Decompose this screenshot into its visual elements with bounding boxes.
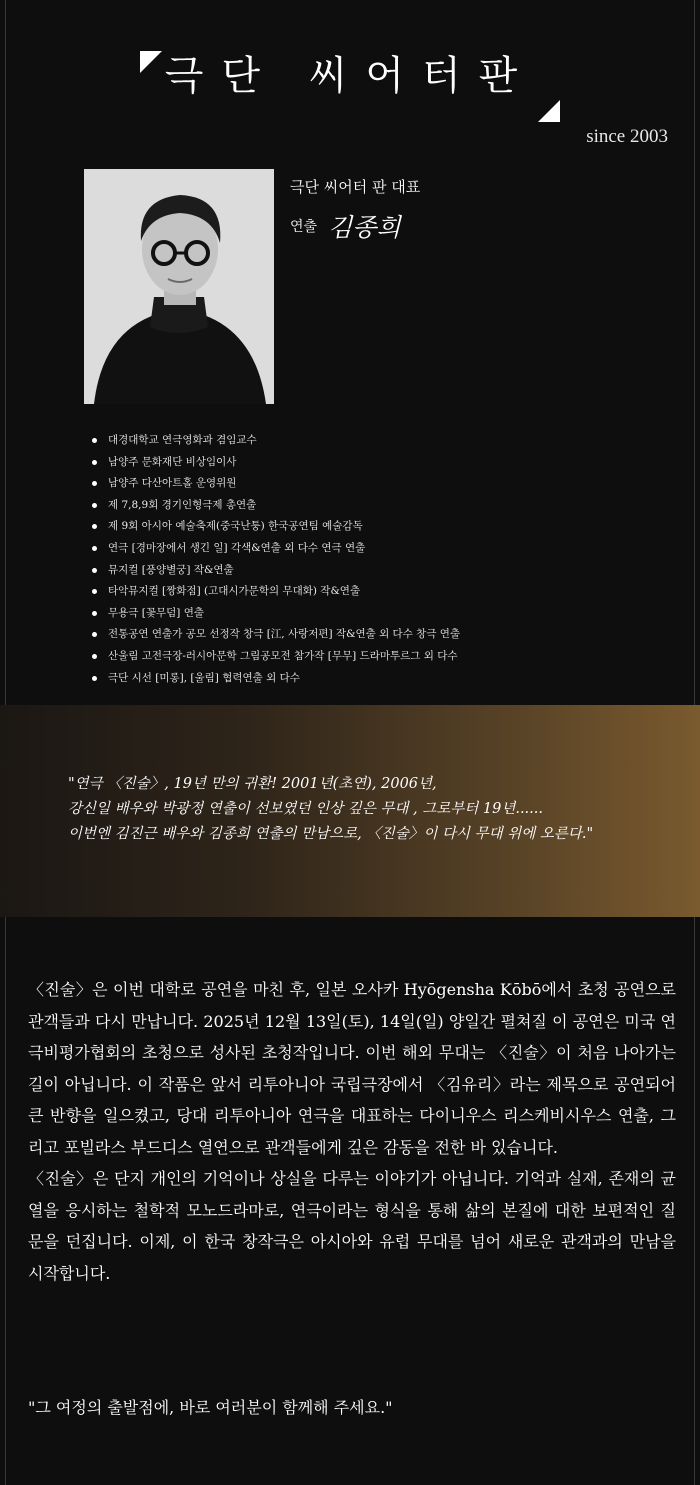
career-list xyxy=(92,430,460,689)
representative-title: 극단 씨어터 판 대표 xyxy=(290,178,421,196)
career-item: 무용극 [꽃무덤] 연출 xyxy=(92,603,460,625)
career-item: 남양주 문화재단 비상임이사 xyxy=(92,452,460,474)
career-item: 남양주 다산아트홀 운영위원 xyxy=(92,473,460,495)
description-paragraph: 〈진술〉은 단지 개인의 기억이나 상실을 다루는 이야기가 아닙니다. 기억과 실재, 존재의 균열을 응시하는 철학적 모노드라마로, 연극이라는 형식을 통해 삶의 본질에 대한 보편적인 질문을 던집니다. 이제, 이 한국 창작극은 아시아와 유럽 무대를 넘어 새로운 관객과의 만남을 시작합니다. xyxy=(28,1169,676,1283)
description-paragraph: 〈진술〉은 이번 대학로 공연을 마친 후, 일본 오사카 Hyōgensha Kōbō에서 초청 공연으로 관객들과 다시 만납니다. 2025년 12월 13일(토), 14일(일) 양일간 펼쳐질 이 공연은 미국 연극비평가협회의 초청으로 성사된 초청작입니다. 이번 해외 무대는 〈진술〉이 처음 나아가는 길이 아닙니다. 이 작품은 앞서 리투아니아 국립극장에서 〈김유리〉라는 제목으로 공연되어 큰 반향을 일으켰고, 당대 리투아니아 연극을 대표하는 다이니우스 리스케비시우스 연출, 그리고 포빌라스 부드디스 열연으로 관객들에게 깊은 감동을 전한 바 있습니다. xyxy=(28,980,676,1157)
title-block xyxy=(140,48,560,114)
career-item: 연극 [경마장에서 생긴 일] 각색&연출 외 다수 연극 연출 xyxy=(92,538,460,560)
career-item: 전통공연 연출가 공모 선정작 창극 [江, 사랑저편] 작&연출 외 다수 창극 연출 xyxy=(92,624,460,646)
career-item: 극단 시선 [미롱], [울림] 협력연출 외 다수 xyxy=(92,668,460,690)
career-item: 타악뮤지컬 [짱화점] (고대시가문학의 무대화) 작&연출 xyxy=(92,581,460,603)
director-portrait xyxy=(84,169,274,404)
page-title: 극단 씨어터판 xyxy=(164,53,536,99)
career-item: 제 9회 아시아 예술축제(중국난퉁) 한국공연팀 예술감독 xyxy=(92,516,460,538)
representative-name-row xyxy=(290,208,401,244)
representative-role: 연출 xyxy=(290,219,318,235)
quote-line: 이번엔 김진근 배우와 김종희 연출의 만남으로, 〈진술〉이 다시 무대 위에 오른다." xyxy=(68,826,594,842)
career-item: 제 7,8,9회 경기인형극제 총연출 xyxy=(92,495,460,517)
title-corner-triangle-icon xyxy=(538,100,560,122)
career-item: 대경대학교 연극영화과 겸임교수 xyxy=(92,430,460,452)
quote-text xyxy=(68,772,668,847)
quote-line: 강신일 배우와 박광정 연출이 선보였던 인상 깊은 무대 , 그로부터 19년...... xyxy=(68,801,543,817)
description-body xyxy=(28,974,676,1289)
closing-message: "그 여정의 출발점에, 바로 여러분이 함께해 주세요." xyxy=(28,1398,393,1417)
since-year: since 2003 xyxy=(586,126,668,147)
career-item: 뮤지컬 [풍양별궁] 작&연출 xyxy=(92,560,460,582)
quote-line: "연극 〈진술〉, 19년 만의 귀환! 2001년(초연), 2006년, xyxy=(68,776,437,792)
career-item: 산울림 고전극장-러시아문학 그림공모전 참가작 [무무] 드라마투르그 외 다수 xyxy=(92,646,460,668)
representative-name: 김종희 xyxy=(328,213,401,242)
